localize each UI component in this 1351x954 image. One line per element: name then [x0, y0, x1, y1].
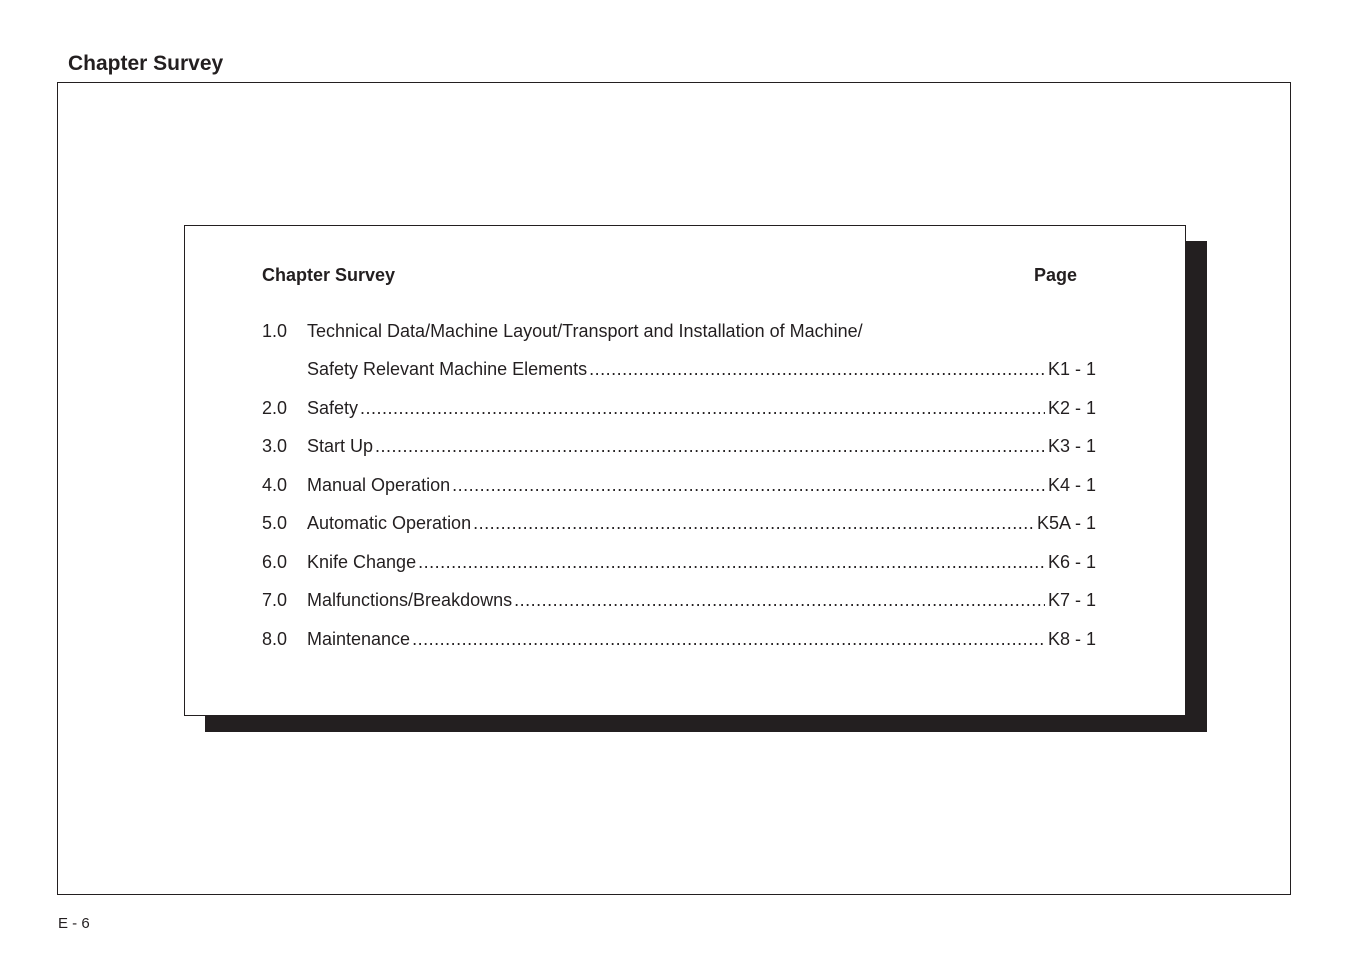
toc-entry-number: 1.0	[262, 321, 288, 341]
toc-leader-dots	[589, 357, 1045, 381]
toc-entry-title: Start Up	[307, 436, 374, 456]
toc-entry-number: 8.0	[262, 629, 288, 649]
toc-entry-body	[307, 434, 1096, 458]
toc-entry-body	[307, 511, 1096, 535]
toc-entry-body	[307, 396, 1096, 420]
toc-entry-number: 3.0	[262, 436, 288, 456]
toc-box	[184, 225, 1186, 716]
toc-leader-dots	[452, 473, 1045, 497]
toc-entry-body	[307, 473, 1096, 497]
toc-header-title: Chapter Survey	[262, 265, 396, 285]
toc-entry-1-line1	[262, 319, 1096, 343]
toc-leader-dots	[412, 627, 1045, 651]
page-title: Chapter Survey	[68, 52, 224, 75]
toc-entry-title: Safety Relevant Machine Elements	[307, 359, 588, 379]
toc-header-page: Page	[1034, 265, 1078, 285]
toc-entry-2	[262, 396, 1096, 420]
toc-entry-number: 7.0	[262, 590, 288, 610]
toc-entry-body	[307, 357, 1096, 381]
footer-page-number: E - 6	[58, 915, 90, 932]
toc-entry-3	[262, 434, 1096, 458]
toc-leader-dots	[473, 511, 1034, 535]
toc-entry-number: 6.0	[262, 552, 288, 572]
toc-entry-6	[262, 550, 1096, 574]
toc-leader-dots	[360, 396, 1045, 420]
toc-entry-page: K6 - 1	[1047, 552, 1096, 572]
toc-entry-1-line2	[262, 357, 1096, 381]
toc-entry-title: Safety	[307, 398, 359, 418]
toc-entry-page: K5A - 1	[1036, 513, 1096, 533]
toc-entry-page: K7 - 1	[1047, 590, 1096, 610]
toc-entry-4	[262, 473, 1096, 497]
toc-entry-title: Technical Data/Machine Layout/Transport and Installation of Machine/	[307, 321, 863, 341]
toc-entry-8	[262, 627, 1096, 651]
toc-entry-title: Automatic Operation	[307, 513, 472, 533]
toc-entry-title: Manual Operation	[307, 475, 451, 495]
toc-entry-page: K2 - 1	[1047, 398, 1096, 418]
toc-entry-title: Maintenance	[307, 629, 411, 649]
toc-leader-dots	[514, 588, 1045, 612]
toc-entry-title: Knife Change	[307, 552, 417, 572]
toc-entry-page: K3 - 1	[1047, 436, 1096, 456]
toc-entry-body	[307, 588, 1096, 612]
toc-entry-7	[262, 588, 1096, 612]
toc-entry-page: K1 - 1	[1047, 359, 1096, 379]
toc-entry-number: 4.0	[262, 475, 288, 495]
toc-entry-number: 2.0	[262, 398, 288, 418]
toc-leader-dots	[418, 550, 1045, 574]
toc-entry-body	[307, 627, 1096, 651]
toc-leader-dots	[375, 434, 1045, 458]
toc-entry-number: 5.0	[262, 513, 288, 533]
toc-entry-title: Malfunctions/Breakdowns	[307, 590, 513, 610]
toc-entry-body	[307, 550, 1096, 574]
toc-entry-body	[307, 319, 1096, 343]
toc-entry-page: K8 - 1	[1047, 629, 1096, 649]
toc-entry-page: K4 - 1	[1047, 475, 1096, 495]
toc-entry-5	[262, 511, 1096, 535]
